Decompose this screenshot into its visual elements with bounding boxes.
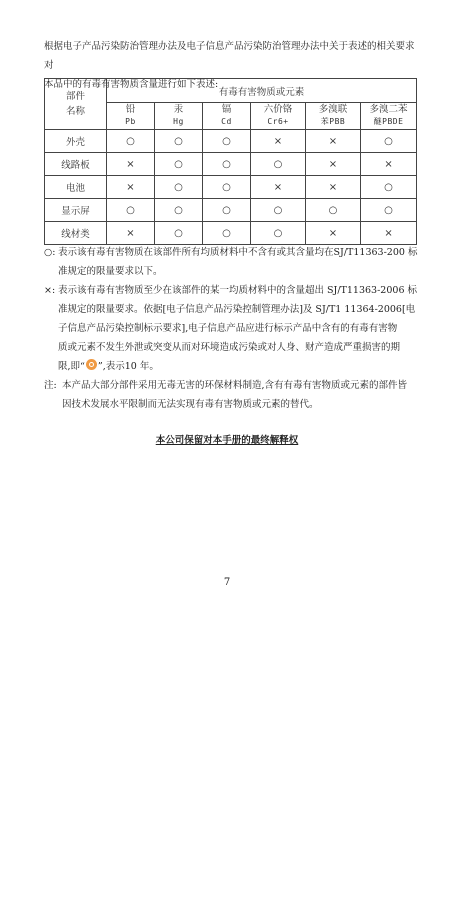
substance-mark: × (306, 222, 361, 245)
substance-mark: × (361, 153, 417, 176)
environment-protection-use-period-icon (86, 359, 97, 370)
remark-key: 注: (44, 380, 57, 391)
substance-mark: ○ (107, 199, 155, 222)
rights-statement: 本公司保留对本手册的最终解释权 (155, 435, 299, 446)
part-name: 电池 (45, 176, 107, 199)
notes-section (44, 243, 424, 414)
part-name: 外壳 (45, 130, 107, 153)
part-name: 显示屏 (45, 199, 107, 222)
substance-mark: ○ (251, 199, 306, 222)
intro-line: 本品中的有毒有害物质含量进行如下表述: (44, 79, 219, 90)
table-row (45, 222, 417, 245)
substance-mark: ○ (203, 130, 251, 153)
element-header-cd: 镉 Cd (203, 103, 251, 130)
element-header-pbb: 多溴联 苯PBB (306, 103, 361, 130)
substance-mark: × (107, 222, 155, 245)
element-header-pb: 铅 Pb (107, 103, 155, 130)
table-row (45, 176, 417, 199)
substance-mark: ○ (361, 130, 417, 153)
substance-mark: ○ (361, 176, 417, 199)
substance-mark: × (361, 222, 417, 245)
part-name: 线材类 (45, 222, 107, 245)
table-row (45, 153, 417, 176)
substance-mark: ○ (203, 153, 251, 176)
page-number: 7 (223, 577, 231, 588)
substance-mark: × (306, 130, 361, 153)
substance-mark: ○ (155, 199, 203, 222)
substance-mark: ○ (203, 199, 251, 222)
substance-mark: × (107, 153, 155, 176)
substance-mark: ○ (251, 222, 306, 245)
cross-legend-note: ×: 表示该有毒有害物质至少在该部件的某一均质材料中的含量超出 SJ/T11363-2006 标 准规定的限量要求。依据[电子信息产品污染控制管理办法]及 SJ/T1 11364-2006[电 子信息产品污染控制标示要求],电子信息产品应进行标示产品中含有的有毒有害物 质或元素不发生外泄或突变从而对环境造成污染或对人身、财产造成严重损害的期 限,即“ ”,表示10 年。 (44, 281, 424, 376)
substance-mark: × (107, 176, 155, 199)
substance-mark: ○ (361, 199, 417, 222)
substance-mark: ○ (203, 176, 251, 199)
substance-mark: × (306, 176, 361, 199)
element-header-hg: 汞 Hg (155, 103, 203, 130)
element-header-cr6: 六价铬 Cr6+ (251, 103, 306, 130)
substance-mark: ○ (251, 153, 306, 176)
substance-group-header: 有毒有害物质或元素 (107, 79, 417, 103)
circle-legend-note: ○: 表示该有毒有害物质在该部件所有均质材料中不含有或其含量均在SJ/T11363-200 标 准规定的限量要求以下。 (44, 243, 424, 281)
part-name: 线路板 (45, 153, 107, 176)
substance-mark: ○ (203, 222, 251, 245)
remark-note: 注: 本产品大部分部件采用无毒无害的环保材料制造,含有有毒有害物质或元素的部件皆 因技术发展水平限制而无法实现有毒有害物质或元素的替代。 (44, 376, 424, 414)
substance-mark: × (251, 176, 306, 199)
hazardous-substance-table (44, 78, 417, 245)
part-name-header: 部件 名称 (45, 79, 107, 130)
table-row (45, 199, 417, 222)
substance-mark: ○ (155, 176, 203, 199)
element-header-pbde: 多溴二苯 醚PBDE (361, 103, 417, 130)
circle-key: ○: (44, 247, 56, 258)
substance-mark: ○ (155, 130, 203, 153)
table-row (45, 130, 417, 153)
substance-mark: ○ (306, 199, 361, 222)
cross-key: ×: (44, 285, 56, 296)
substance-mark: ○ (107, 130, 155, 153)
substance-mark: ○ (155, 222, 203, 245)
substance-mark: ○ (155, 153, 203, 176)
substance-mark: × (306, 153, 361, 176)
substance-mark: × (251, 130, 306, 153)
intro-line: 根据电子产品污染防治管理办法及电子信息产品污染防治管理办法中关于表述的相关要求对 (44, 41, 415, 71)
